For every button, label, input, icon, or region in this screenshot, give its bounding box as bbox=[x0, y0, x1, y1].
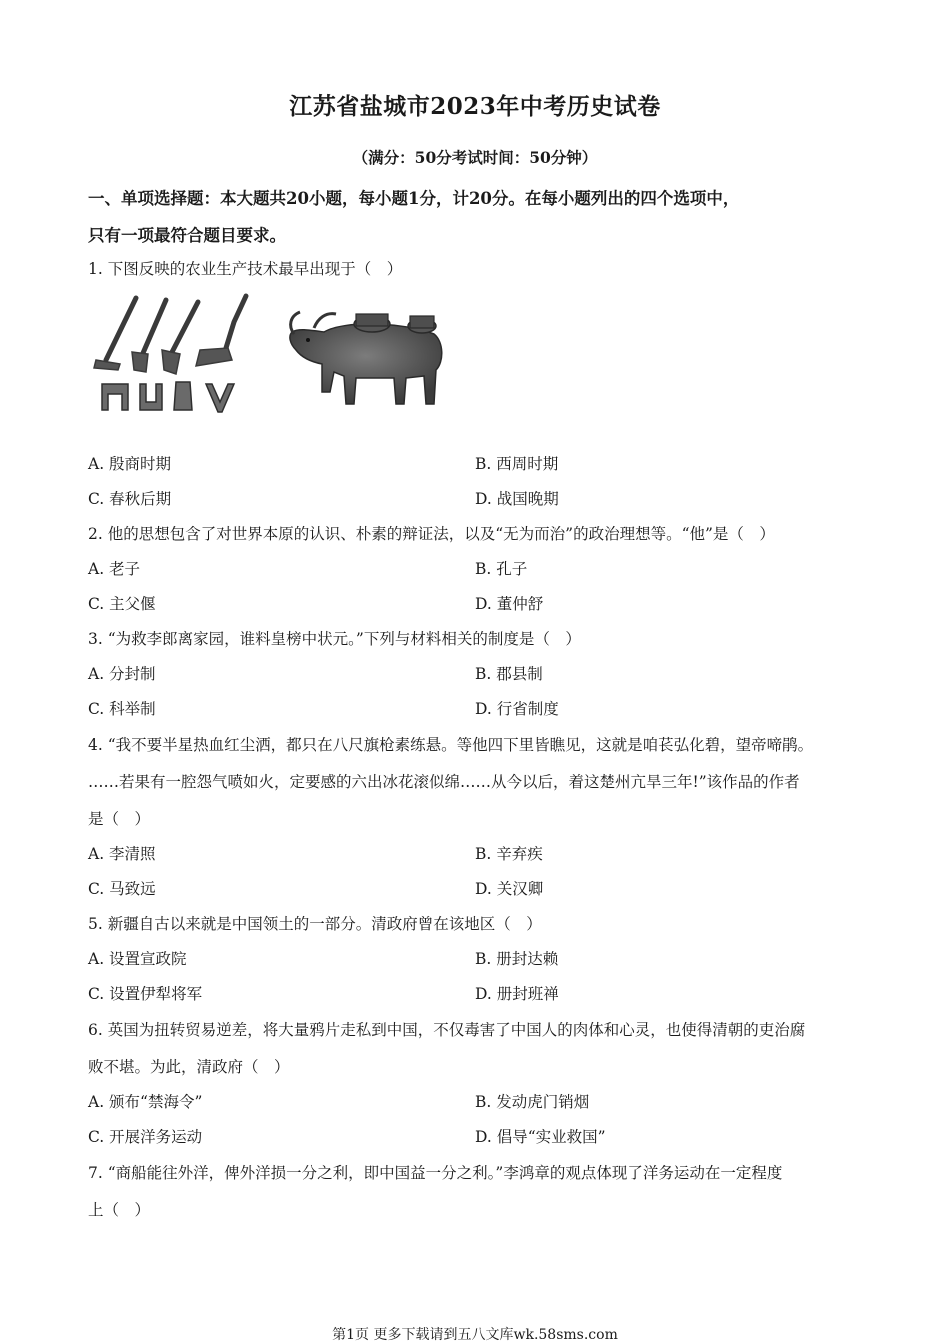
question-2-stem: 2. 他的思想包含了对世界本原的认识、朴素的辩证法，以及“无为而治”的政治理想等。“他”是（ ） bbox=[88, 525, 775, 543]
question-7-stem-line2: 上（ ） bbox=[88, 1201, 151, 1219]
question-4-option-d: D. 关汉卿 bbox=[475, 880, 544, 898]
question-4-option-a: A. 李清照 bbox=[88, 845, 156, 863]
section-heading-line1: 一、单项选择题：本大题共20小题，每小题1分，计20分。在每小题列出的四个选项中， bbox=[88, 189, 740, 208]
question-4-option-c: C. 马致远 bbox=[88, 880, 156, 898]
page-title: 江苏省盐城市2023年中考历史试卷 bbox=[289, 93, 661, 120]
question-6-option-d: D. 倡导“实业救国” bbox=[475, 1128, 606, 1146]
question-4-option-b: B. 辛弃疾 bbox=[475, 845, 543, 863]
question-6-option-a: A. 颁布“禁海令” bbox=[88, 1093, 203, 1111]
question-1-option-a: A. 殷商时期 bbox=[88, 455, 172, 473]
ox-shaped-bronze-zun-icon bbox=[284, 292, 454, 414]
question-5-stem: 5. 新疆自古以来就是中国领土的一部分。清政府曾在该地区（ ） bbox=[88, 915, 542, 933]
question-3-option-d: D. 行省制度 bbox=[475, 700, 559, 718]
question-2-option-b: B. 孔子 bbox=[475, 560, 528, 578]
section-heading-line2: 只有一项最符合题目要求。 bbox=[88, 226, 286, 245]
question-4-stem-line2: ……若果有一腔怨气喷如火，定要感的六出冰花滚似绵……从今以后，着这楚州亢旱三年!”该作品的作者 bbox=[88, 773, 800, 791]
question-3-stem: 3. “为救李郎离家园，谁料皇榜中状元。”下列与材料相关的制度是（ ） bbox=[88, 630, 581, 648]
question-3-option-c: C. 科举制 bbox=[88, 700, 156, 718]
question-6-option-c: C. 开展洋务运动 bbox=[88, 1128, 203, 1146]
question-1-stem: 1. 下图反映的农业生产技术最早出现于（ ） bbox=[88, 260, 403, 278]
question-6-option-b: B. 发动虎门销烟 bbox=[475, 1093, 590, 1111]
question-2-option-d: D. 董仲舒 bbox=[475, 595, 544, 613]
question-5-option-d: D. 册封班禅 bbox=[475, 985, 559, 1003]
page-footer: 第1页 更多下载请到五八文库wk.58sms.com bbox=[332, 1327, 618, 1343]
farm-tools-icon bbox=[88, 290, 253, 415]
question-3-option-a: A. 分封制 bbox=[88, 665, 156, 683]
question-1-option-b: B. 西周时期 bbox=[475, 455, 559, 473]
question-5-option-c: C. 设置伊犁将军 bbox=[88, 985, 203, 1003]
question-7-stem-line1: 7. “商船能往外洋，俾外洋损一分之利，即中国益一分之利。”李鸿章的观点体现了洋务运动在一定程度 bbox=[88, 1164, 783, 1182]
question-2-option-c: C. 主父偃 bbox=[88, 595, 156, 613]
question-5-option-b: B. 册封达赖 bbox=[475, 950, 559, 968]
question-5-option-a: A. 设置宣政院 bbox=[88, 950, 187, 968]
question-1-option-d: D. 战国晚期 bbox=[475, 490, 559, 508]
question-6-stem-line2: 败不堪。为此，清政府（ ） bbox=[88, 1058, 290, 1076]
question-3-option-b: B. 郡县制 bbox=[475, 665, 543, 683]
question-2-option-a: A. 老子 bbox=[88, 560, 141, 578]
question-6-stem-line1: 6. 英国为扭转贸易逆差，将大量鸦片走私到中国，不仅毒害了中国人的肉体和心灵，也使得清朝的吏治腐 bbox=[88, 1021, 806, 1039]
question-4-stem-line3: 是（ ） bbox=[88, 810, 151, 828]
exam-info: （满分：50分考试时间：50分钟） bbox=[352, 148, 598, 167]
question-1-option-c: C. 春秋后期 bbox=[88, 490, 172, 508]
question-4-stem-line1: 4. “我不要半星热血红尘洒，都只在八尺旗枪素练悬。等他四下里皆瞧见，这就是咱苌弘化碧，望帝啼鹃。 bbox=[88, 736, 814, 754]
